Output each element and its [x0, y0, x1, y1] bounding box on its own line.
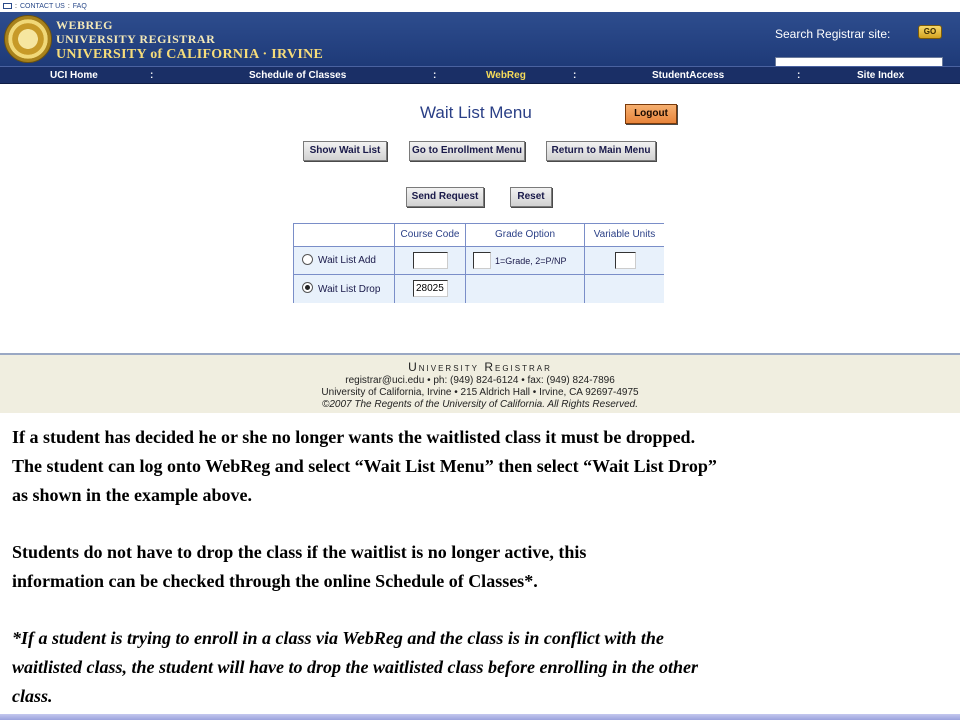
- brand-logo[interactable]: [56, 18, 323, 62]
- brand-university: UNIVERSITY of CALIFORNIA · IRVINE: [56, 47, 324, 62]
- enrollment-menu-button[interactable]: Go to Enrollment Menu: [409, 141, 525, 161]
- faq-link[interactable]: FAQ: [72, 2, 87, 10]
- footer-address: University of California, Irvine • 215 Aldrich Hall • Irvine, CA 92697-4975: [321, 387, 639, 398]
- nav-uci-home[interactable]: UCI Home: [50, 70, 98, 81]
- uc-seal-logo[interactable]: [4, 15, 52, 63]
- wait-list-drop-radio[interactable]: [302, 282, 313, 293]
- paragraph-2-line-2: information can be checked through the online Schedule of Classes*.: [12, 571, 538, 591]
- course-code-add-input[interactable]: [413, 252, 448, 269]
- separator: :: [67, 2, 70, 10]
- table-cell: [466, 247, 585, 275]
- wait-list-drop-label: Wait List Drop: [318, 284, 381, 295]
- table-cell: [585, 247, 664, 275]
- table-row: [294, 275, 395, 303]
- paragraph-3-line-3: class.: [12, 686, 53, 706]
- send-request-button[interactable]: Send Request: [406, 187, 484, 207]
- wait-list-add-radio[interactable]: [302, 254, 313, 265]
- brand-webreg: WEBREG: [56, 18, 114, 32]
- header-course-code: Course Code: [395, 224, 466, 247]
- paragraph-3-line-2: waitlisted class, the student will have to drop the waitlisted class before enrolling in the other: [12, 657, 699, 677]
- main-nav: [0, 66, 960, 84]
- table-cell: [395, 275, 466, 303]
- paragraph-1-line-1: If a student has decided he or she no longer wants the waitlisted class it must be dropped.: [12, 427, 696, 447]
- grade-option-input[interactable]: [473, 252, 491, 269]
- separator: :: [15, 2, 17, 10]
- page-title: Wait List Menu: [420, 103, 532, 122]
- search-go-button[interactable]: GO: [918, 25, 942, 39]
- table-cell: [466, 275, 585, 303]
- table-header-blank: [294, 224, 395, 247]
- nav-schedule-of-classes[interactable]: Schedule of Classes: [249, 70, 347, 81]
- table-row: [294, 247, 395, 275]
- nav-separator: :: [573, 70, 577, 81]
- footer-copyright: ©2007 The Regents of the University of California. All Rights Reserved.: [321, 399, 639, 410]
- paragraph-2-line-1: Students do not have to drop the class if the waitlist is no longer active, this: [12, 542, 587, 562]
- course-code-drop-input[interactable]: 28025: [413, 280, 448, 297]
- paragraph-1-line-2: The student can log onto WebReg and select “Wait List Menu” then select “Wait List Drop”: [12, 456, 717, 476]
- nav-studentaccess[interactable]: StudentAccess: [652, 70, 725, 81]
- nav-separator: :: [433, 70, 437, 81]
- mail-icon: [3, 3, 12, 9]
- brand-registrar: UNIVERSITY REGISTRAR: [56, 32, 216, 46]
- nav-separator: :: [797, 70, 801, 81]
- reset-button[interactable]: Reset: [510, 187, 552, 207]
- nav-separator: :: [150, 70, 154, 81]
- contact-us-link[interactable]: CONTACT US: [19, 2, 65, 10]
- table-cell: [585, 275, 664, 303]
- search-label: Search Registrar site:: [775, 27, 891, 41]
- table-cell: [395, 247, 466, 275]
- nav-webreg[interactable]: WebReg: [486, 70, 526, 81]
- header-variable-units: Variable Units: [585, 224, 664, 247]
- header-grade-option: Grade Option: [466, 224, 585, 247]
- slide-bottom-rule: [0, 714, 960, 720]
- paragraph-3-line-1: *If a student is trying to enroll in a class via WebReg and the class is in conflict with the: [12, 628, 664, 648]
- logout-button[interactable]: Logout: [625, 104, 677, 124]
- footer-title: University Registrar: [408, 360, 552, 374]
- header-banner: [0, 12, 960, 66]
- grade-option-hint: 1=Grade, 2=P/NP: [495, 256, 567, 266]
- nav-site-index[interactable]: Site Index: [857, 70, 905, 81]
- footer-contact: registrar@uci.edu • ph: (949) 824-6124 • fax: (949) 824-7896: [345, 375, 615, 386]
- paragraph-1-line-3: as shown in the example above.: [12, 485, 253, 505]
- registrar-footer: [0, 355, 960, 413]
- wait-list-add-label: Wait List Add: [318, 255, 376, 266]
- main-menu-button[interactable]: Return to Main Menu: [546, 141, 656, 161]
- show-wait-list-button[interactable]: Show Wait List: [303, 141, 387, 161]
- top-links-bar: [0, 0, 960, 12]
- wait-list-table: [293, 223, 664, 303]
- variable-units-input[interactable]: [615, 252, 636, 269]
